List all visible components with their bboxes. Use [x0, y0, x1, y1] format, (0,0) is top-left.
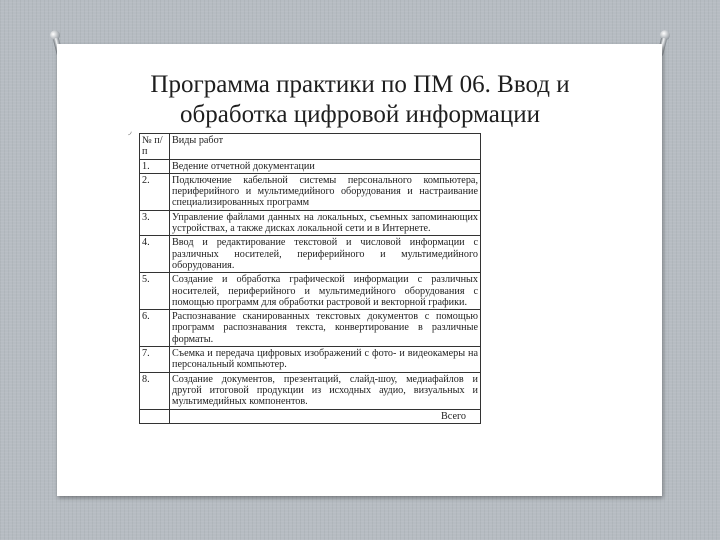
table-row	[140, 347, 481, 373]
table-row	[140, 236, 481, 273]
header-work-types: Виды работ	[170, 134, 481, 160]
row-text: Создание и обработка графической информации с различных носителей, периферийного и мультимедийного оборудования с помощью программ для обработки растровой и векторной графики.	[170, 273, 481, 310]
table-row	[140, 159, 481, 173]
header-number: № п/п	[140, 134, 170, 160]
row-number: 3.	[140, 210, 170, 236]
row-number: 6.	[140, 310, 170, 347]
row-number: 2.	[140, 173, 170, 210]
table-row	[140, 372, 481, 409]
row-text: Подключение кабельной системы персонального компьютера, периферийного и мультимедийного оборудования и настраивание специализированных программ	[170, 173, 481, 210]
practice-work-table	[139, 133, 481, 424]
row-number: 1.	[140, 159, 170, 173]
total-number-cell	[140, 409, 170, 423]
table-row	[140, 173, 481, 210]
row-text: Распознавание сканированных текстовых документов с помощью программ распознавания текста, конвертирование в различные форматы.	[170, 310, 481, 347]
row-text: Создание документов, презентаций, слайд-шоу, медиафайлов и другой итоговой продукции из исходных аудио, визуальных и мультимедийных компонентов.	[170, 372, 481, 409]
row-text: Ведение отчетной документации	[170, 159, 481, 173]
total-label: Всего	[170, 409, 481, 423]
row-text: Ввод и редактирование текстовой и числовой информации с различных носителей, периферийного и мультимедийного оборудования.	[170, 236, 481, 273]
table-total-row	[140, 409, 481, 423]
row-text: Управление файлами данных на локальных, съемных запоминающих устройствах, а также дисках локальной сети и в Интернете.	[170, 210, 481, 236]
scan-corner-mark: ◞	[128, 126, 132, 136]
row-number: 5.	[140, 273, 170, 310]
table-row	[140, 273, 481, 310]
slide-title-line-1: Программа практики по ПМ 06. Ввод и	[150, 71, 570, 98]
table-header-row	[140, 134, 481, 160]
slide-title-line-2: обработка цифровой информации	[180, 101, 540, 128]
row-number: 8.	[140, 372, 170, 409]
row-number: 4.	[140, 236, 170, 273]
row-number: 7.	[140, 347, 170, 373]
slide-title	[0, 70, 720, 130]
row-text: Съемка и передача цифровых изображений с фото- и видеокамеры на персональный компьютер.	[170, 347, 481, 373]
table-row	[140, 210, 481, 236]
table-row	[140, 310, 481, 347]
